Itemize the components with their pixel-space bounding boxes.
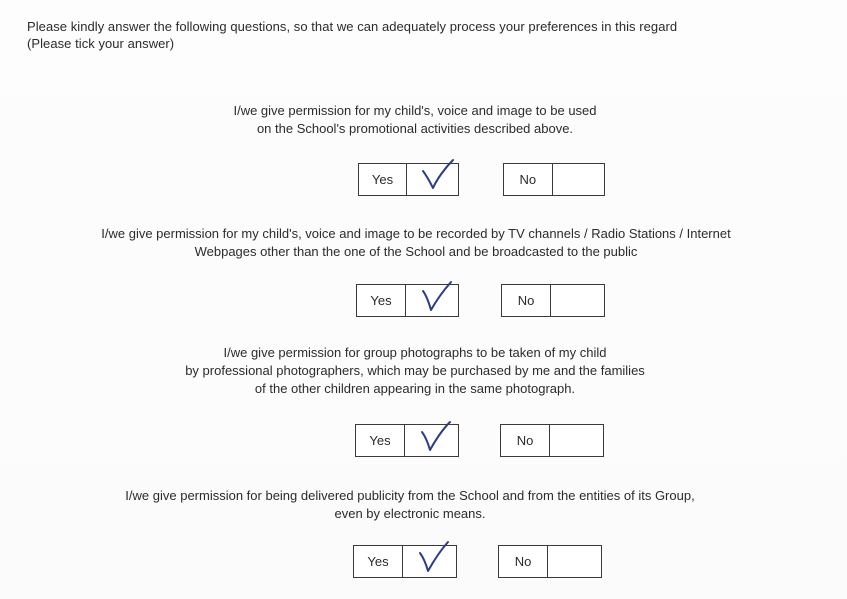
question-2-line-1: I/we give permission for my child's, voice and image to be recorded by TV channels / Radio Stations / Internet bbox=[101, 226, 731, 241]
question-4-text bbox=[60, 487, 760, 523]
yes-checkbox[interactable] bbox=[403, 546, 455, 577]
question-4-line-2: even by electronic means. bbox=[334, 506, 486, 521]
question-1-line-2: on the School's promotional activities described above. bbox=[256, 121, 574, 136]
yes-checkbox[interactable] bbox=[407, 164, 458, 195]
yes-checkbox[interactable] bbox=[405, 425, 457, 456]
instructions-text: Please kindly answer the following questions, so that we can adequately process your preferences in this regard bbox=[27, 19, 678, 34]
question-3-line-2: by professional photographers, which may be purchased by me and the families bbox=[185, 363, 645, 378]
question-3-no-option[interactable] bbox=[500, 424, 604, 457]
question-3-line-1: I/we give permission for group photographs to be taken of my child bbox=[223, 345, 607, 360]
question-1-no-option[interactable] bbox=[503, 163, 605, 196]
yes-checkbox[interactable] bbox=[406, 285, 458, 316]
yes-label: Yes bbox=[354, 546, 403, 577]
no-checkbox[interactable] bbox=[551, 285, 603, 316]
handwritten-checkmark-icon bbox=[417, 420, 453, 454]
yes-label: Yes bbox=[356, 425, 405, 456]
question-2-no-option[interactable] bbox=[501, 284, 605, 317]
question-3-yes-option[interactable] bbox=[355, 424, 459, 457]
question-2-text bbox=[44, 225, 788, 261]
question-4-yes-option[interactable] bbox=[353, 545, 457, 578]
question-3-line-3: of the other children appearing in the same photograph. bbox=[254, 381, 576, 396]
question-3-text bbox=[140, 344, 690, 398]
no-checkbox[interactable] bbox=[550, 425, 602, 456]
question-2-line-2: Webpages other than the one of the School and be broadcasted to the public bbox=[194, 244, 638, 259]
yes-label: Yes bbox=[359, 164, 407, 195]
question-4-line-1: I/we give permission for being delivered publicity from the School and from the entities of its Group, bbox=[125, 488, 695, 503]
instructions-hint: (Please tick your answer) bbox=[27, 36, 175, 51]
handwritten-checkmark-icon bbox=[419, 159, 455, 193]
question-2-yes-option[interactable] bbox=[356, 284, 459, 317]
handwritten-checkmark-icon bbox=[415, 541, 451, 575]
no-checkbox[interactable] bbox=[548, 546, 600, 577]
form-instructions bbox=[27, 18, 677, 52]
handwritten-checkmark-icon bbox=[418, 280, 454, 314]
yes-label: Yes bbox=[357, 285, 406, 316]
question-1-yes-option[interactable] bbox=[358, 163, 459, 196]
no-checkbox[interactable] bbox=[553, 164, 604, 195]
no-label: No bbox=[499, 546, 548, 577]
no-label: No bbox=[502, 285, 551, 316]
no-label: No bbox=[501, 425, 550, 456]
no-label: No bbox=[504, 164, 553, 195]
question-1-line-1: I/we give permission for my child's, voice and image to be used bbox=[233, 103, 597, 118]
question-1-text bbox=[200, 102, 630, 138]
question-4-no-option[interactable] bbox=[498, 545, 602, 578]
